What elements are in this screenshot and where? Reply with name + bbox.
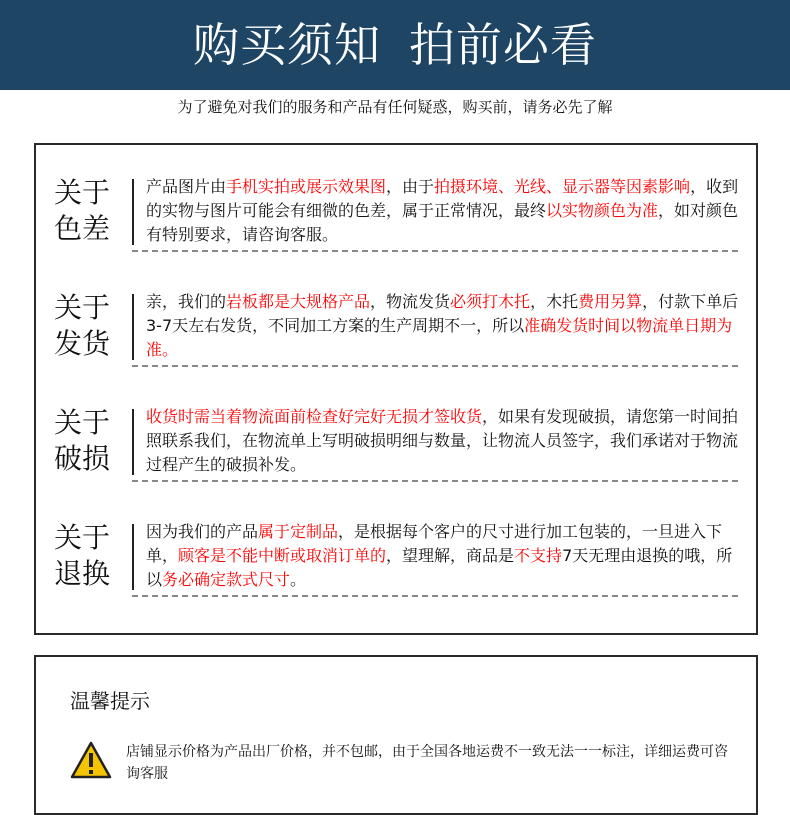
body-text: ，如对颜色有特别要求，请咨询客服。	[146, 201, 739, 244]
header-title-purchase-notice: 购买须知	[193, 18, 381, 72]
label-line: 关于	[54, 291, 111, 324]
highlighted-text: 属于定制品	[258, 522, 339, 541]
highlighted-text: 务必确定款式尺寸	[162, 570, 291, 589]
dashed-divider	[132, 365, 738, 367]
section-text	[146, 175, 742, 247]
highlighted-text: 拍摄环境、光线、显示器等因素影响	[434, 177, 691, 196]
subtitle: 为了避免对我们的服务和产品有任何疑惑，购买前，请务必先了解	[177, 98, 613, 116]
body-text: 因为我们的产品	[146, 522, 259, 541]
warning-icon	[70, 741, 112, 779]
label-line: 关于	[54, 521, 111, 554]
body-text: ，收到的实物与图片可能会有细微的色差，属于正常情况，最终	[146, 177, 739, 220]
body-text: ，付款下单后3-7天左右发货，不同加工方案的生产周期不一，所以	[146, 292, 739, 335]
highlighted-text: 准确发货时间以物流单日期为准。	[146, 316, 733, 359]
highlighted-text: 费用另算	[578, 292, 643, 311]
label-line: 发货	[54, 327, 111, 360]
section-text	[146, 520, 742, 592]
highlighted-text: 不支持	[514, 546, 563, 565]
body-text: ，木托	[530, 292, 579, 311]
label-line: 关于	[54, 176, 111, 209]
body-text: ，如果有发现破损，请您第一时间拍照联系我们，在物流单上写明破损明细与数量，让物流人员签字，我们承诺对于物流过程产生的破损补发。	[146, 407, 739, 474]
body-text: 。	[290, 570, 307, 589]
highlighted-text: 以实物颜色为准	[546, 201, 659, 220]
notice-box	[34, 143, 758, 635]
highlighted-text: 必须打木托	[450, 292, 531, 311]
section-label	[54, 405, 124, 477]
highlighted-text: 手机实拍或展示效果图	[226, 177, 387, 196]
body-text: ，是根据每个客户的尺寸进行加工包装的，一旦进入下单，	[146, 522, 723, 565]
body-text: 产品图片由	[146, 177, 227, 196]
section-returns	[36, 520, 756, 635]
label-line: 退换	[54, 557, 111, 590]
section-label	[54, 520, 124, 592]
dashed-divider	[132, 250, 738, 252]
dashed-divider	[132, 595, 738, 597]
section-text	[146, 405, 742, 477]
section-label	[54, 175, 124, 247]
label-line: 关于	[54, 406, 111, 439]
dashed-divider	[132, 480, 738, 482]
header-title-read-before: 拍前必看	[409, 18, 597, 72]
divider-bar	[132, 179, 134, 245]
body-text: 亲，我们的	[146, 292, 227, 311]
divider-bar	[132, 524, 134, 590]
section-damage	[36, 405, 756, 520]
section-label	[54, 290, 124, 362]
section-shipping	[36, 290, 756, 405]
body-text: ，由于	[386, 177, 435, 196]
tips-box	[34, 655, 758, 815]
highlighted-text: 岩板都是大规格产品	[226, 292, 371, 311]
body-text: ，望理解，商品是	[386, 546, 515, 565]
body-text: 7天无理由退换的哦，所以	[146, 546, 733, 589]
tips-title: 温馨提示	[70, 689, 150, 713]
highlighted-text: 收货时需当着物流面前检查好完好无损才签收货	[146, 407, 483, 426]
tips-text: 店铺显示价格为产品出厂价格，并不包邮，由于全国各地运费不一致无法一一标注，详细运费可咨询客服	[126, 744, 728, 782]
section-text	[146, 290, 742, 362]
section-color-difference	[36, 175, 756, 290]
label-line: 色差	[54, 212, 111, 245]
body-text: ，物流发货	[370, 292, 451, 311]
page-header	[0, 0, 790, 90]
highlighted-text: 顾客是不能中断或取消订单的	[178, 546, 387, 565]
divider-bar	[132, 294, 134, 360]
label-line: 破损	[54, 442, 111, 475]
divider-bar	[132, 409, 134, 475]
